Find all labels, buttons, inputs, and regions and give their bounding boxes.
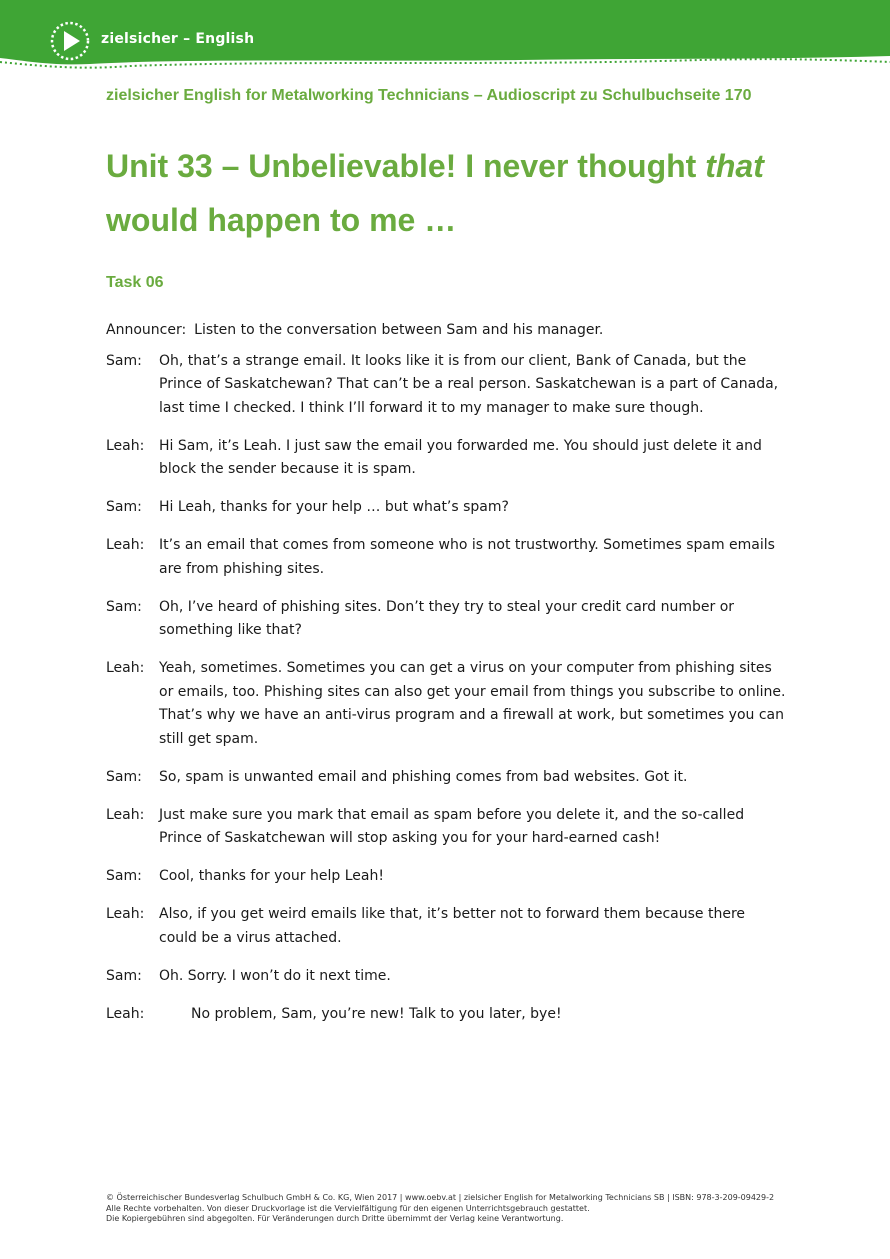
line-text: Yeah, sometimes. Sometimes you can get a virus on your computer from phishing sites or emails, too. Phishing sites can also get your email from things you subscribe to online. That’s why we have an anti-virus program and a firewall at work, but sometimes you can still get spam. — [159, 660, 786, 747]
dialogue-line — [106, 350, 786, 421]
speaker-label: Leah: — [106, 660, 145, 676]
dialogue-line — [106, 804, 786, 851]
line-text: It’s an email that comes from someone who is not trustworthy. Sometimes spam emails are from phishing sites. — [159, 537, 775, 577]
title-part-1: Unit 33 – Unbelievable! I never thought — [106, 148, 706, 184]
line-text: Just make sure you mark that email as spam before you delete it, and the so-called Prince of Saskatchewan will stop asking you for your hard-earned cash! — [159, 806, 745, 846]
task-heading: Task 06 — [106, 274, 164, 291]
dialogue-line — [106, 534, 786, 581]
line-text: Listen to the conversation between Sam and his manager. — [194, 322, 604, 338]
speaker-label: Sam: — [106, 598, 142, 615]
line-text: Oh, I’ve heard of phishing sites. Don’t they try to steal your credit card number or something like that? — [159, 598, 735, 638]
speaker-label: Sam: — [106, 499, 142, 515]
speaker-label: Sam: — [106, 868, 142, 884]
line-text: Hi Leah, thanks for your help … but what’s spam? — [159, 499, 509, 515]
speaker-label: Sam: — [106, 967, 142, 984]
dialogue-line — [106, 766, 786, 790]
line-text: Also, if you get weird emails like that, it’s better not to forward them because there could be a virus attached. — [159, 906, 746, 946]
audioscript — [106, 319, 786, 1041]
footer-line-3: Die Kopiergebühren sind abgegolten. Für Veränderungen durch Dritte übernimmt der Verlag keine Verantwortung. — [106, 1214, 564, 1223]
play-logo-icon — [49, 20, 91, 62]
line-text: No problem, Sam, you’re new! Talk to you later, bye! — [191, 1005, 562, 1022]
speaker-label: Leah: — [106, 806, 145, 823]
footer-line-1: © Österreichischer Bundesverlag Schulbuch GmbH & Co. KG, Wien 2017 | www.oebv.at | zielsicher English for Metalworking Technicians SB | ISBN: 978-3-209-09429-2 — [106, 1193, 775, 1202]
dialogue-line — [106, 657, 786, 751]
dialogue-line — [106, 865, 786, 889]
title-emphasis: that — [705, 148, 764, 184]
speaker-label: Sam: — [106, 352, 142, 369]
footer-line-2: Alle Rechte vorbehalten. Von dieser Druckvorlage ist die Vervielfältigung für den eigenen Unterrichtsgebrauch gestattet. — [106, 1203, 590, 1213]
line-text: Oh, that’s a strange email. It looks like it is from our client, Bank of Canada, but the Prince of Saskatchewan? That can’t be a real person. Saskatchewan is a part of Canada, last time I checked. I think I’ll forward it to my manager to make sure though. — [159, 352, 779, 416]
dialogue-line — [106, 435, 786, 482]
dialogue-line — [106, 965, 786, 989]
line-text: Oh. Sorry. I won’t do it next time. — [159, 967, 391, 984]
speaker-label: Announcer: — [106, 322, 187, 338]
speaker-label: Sam: — [106, 768, 142, 785]
dialogue-line — [106, 596, 786, 643]
speaker-label: Leah: — [106, 906, 145, 922]
dialogue-line — [106, 903, 786, 950]
line-text: Hi Sam, it’s Leah. I just saw the email you forwarded me. You should just delete it and block the sender because it is spam. — [159, 437, 762, 477]
announcer-line — [106, 319, 786, 343]
line-text: Cool, thanks for your help Leah! — [159, 868, 384, 884]
header-banner — [0, 0, 890, 80]
line-text: So, spam is unwanted email and phishing comes from bad websites. Got it. — [159, 768, 688, 785]
page-subtitle: zielsicher English for Metalworking Technicians – Audioscript zu Schulbuchseite 170 — [106, 87, 752, 104]
speaker-label: Leah: — [106, 537, 145, 553]
speaker-label: Leah: — [106, 437, 145, 454]
copyright-footer — [106, 1193, 806, 1225]
dialogue-line — [106, 1003, 786, 1027]
dialogue-line — [106, 496, 786, 520]
brand-name: zielsicher – English — [101, 31, 255, 47]
title-part-2: would happen to me … — [106, 202, 457, 238]
speaker-label: Leah: — [106, 1005, 145, 1022]
page-title — [106, 139, 806, 247]
